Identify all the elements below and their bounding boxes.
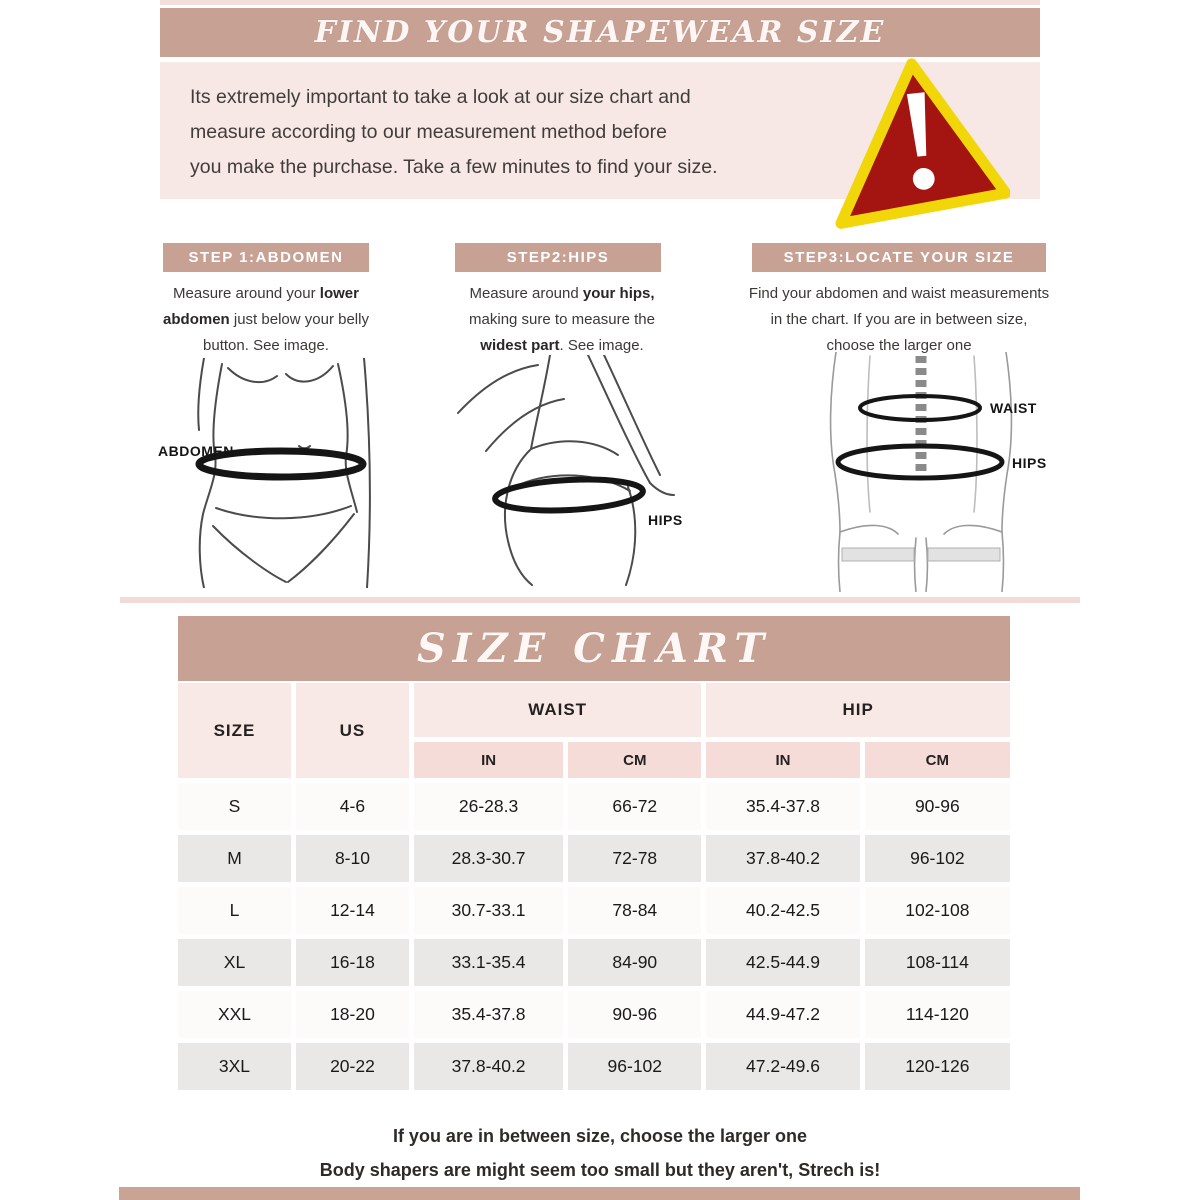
hips-label: HIPS — [1012, 455, 1047, 471]
measurement-cell: 35.4-37.8 — [414, 991, 563, 1038]
size-chart-table — [173, 678, 1015, 1095]
hips-band — [494, 476, 643, 514]
bottom-accent-bar — [119, 1187, 1080, 1200]
measurement-cell: 108-114 — [865, 939, 1010, 986]
unit-header-hip-in: IN — [706, 742, 859, 778]
intro-text-line: measure according to our measurement method before — [190, 121, 667, 143]
measurement-cell: 102-108 — [865, 887, 1010, 934]
section-divider — [120, 597, 1080, 603]
measurement-cell: 40.2-42.5 — [706, 887, 859, 934]
intro-text-line: Its extremely important to take a look at our size chart and — [190, 86, 691, 108]
size-chart-title: SIZE CHART — [416, 625, 772, 672]
measurement-cell: 12-14 — [296, 887, 409, 934]
step-2-description: Measure around your hips, making sure to measure the widest part. See image. — [469, 285, 655, 354]
abdomen-measurement-illustration — [158, 358, 428, 588]
abdomen-label: ABDOMEN — [158, 443, 234, 459]
measurement-cell: 72-78 — [568, 835, 701, 882]
measurement-cell: 8-10 — [296, 835, 409, 882]
table-row — [178, 991, 1010, 1038]
size-cell: M — [178, 835, 291, 882]
column-header-us: US — [296, 683, 409, 778]
hips-line-art — [458, 355, 674, 585]
waist-label: WAIST — [990, 400, 1037, 416]
step-1-title: STEP 1:ABDOMEN — [188, 249, 344, 266]
right-thigh-band — [928, 548, 1000, 561]
step-2-header — [455, 243, 661, 272]
step-3-title: STEP3:LOCATE YOUR SIZE — [783, 249, 1015, 266]
measurement-cell: 96-102 — [568, 1043, 701, 1090]
step-1-description: Measure around your lower abdomen just below your belly button. See image. — [163, 285, 369, 354]
hips-label: HIPS — [648, 512, 683, 528]
unit-header-waist-in: IN — [414, 742, 563, 778]
measurement-cell: 16-18 — [296, 939, 409, 986]
footer-note-sizing: If you are in between size, choose the larger one — [392, 1126, 808, 1146]
unit-header-hip-cm: CM — [865, 742, 1010, 778]
column-header-hip: HIP — [706, 683, 1010, 737]
size-chart-title-bar — [178, 616, 1010, 681]
measurement-cell: 90-96 — [568, 991, 701, 1038]
size-cell: 3XL — [178, 1043, 291, 1090]
measurement-cell: 4-6 — [296, 783, 409, 830]
size-table-head — [178, 683, 1010, 778]
unit-header-waist-cm: CM — [568, 742, 701, 778]
left-thigh-band — [842, 548, 914, 561]
measurement-cell: 78-84 — [568, 887, 701, 934]
intro-text-line: you make the purchase. Take a few minutes to find your size. — [190, 156, 718, 178]
hips-measurement-illustration — [452, 355, 722, 587]
step-2-title: STEP2:HIPS — [506, 249, 610, 266]
step-3-header — [752, 243, 1046, 272]
measurement-cell: 26-28.3 — [414, 783, 563, 830]
measurement-cell: 66-72 — [568, 783, 701, 830]
locate-size-illustration — [778, 352, 1068, 592]
group-header-row — [178, 683, 1010, 737]
table-row — [178, 887, 1010, 934]
size-cell: L — [178, 887, 291, 934]
measurement-cell: 37.8-40.2 — [414, 1043, 563, 1090]
footer-note-stretch: Body shapers are might seem too small but they aren't, Strech is! — [319, 1160, 881, 1180]
measurement-cell: 47.2-49.6 — [706, 1043, 859, 1090]
column-header-size: SIZE — [178, 683, 291, 778]
main-title-bar — [160, 8, 1040, 57]
size-table-body — [178, 783, 1010, 1090]
table-row — [178, 835, 1010, 882]
size-cell: S — [178, 783, 291, 830]
measurement-cell: 84-90 — [568, 939, 701, 986]
table-row — [178, 783, 1010, 830]
table-row — [178, 939, 1010, 986]
size-cell: XXL — [178, 991, 291, 1038]
measurement-cell: 120-126 — [865, 1043, 1010, 1090]
measurement-cell: 44.9-47.2 — [706, 991, 859, 1038]
measurement-cell: 114-120 — [865, 991, 1010, 1038]
measurement-cell: 42.5-44.9 — [706, 939, 859, 986]
warning-triangle-shape — [825, 55, 1007, 223]
measurement-cell: 33.1-35.4 — [414, 939, 563, 986]
step-3-description: Find your abdomen and waist measurements in the chart. If you are in between size, choose the larger one — [748, 285, 1050, 354]
step-1-header — [163, 243, 369, 272]
measurement-cell: 20-22 — [296, 1043, 409, 1090]
measurement-cell: 96-102 — [865, 835, 1010, 882]
page-title: FIND YOUR SHAPEWEAR SIZE — [314, 15, 886, 50]
top-accent-strip — [160, 0, 1040, 5]
measurement-cell: 35.4-37.8 — [706, 783, 859, 830]
table-row — [178, 1043, 1010, 1090]
measurement-cell: 18-20 — [296, 991, 409, 1038]
warning-triangle-icon — [820, 54, 1010, 232]
measurement-cell: 37.8-40.2 — [706, 835, 859, 882]
measurement-cell: 30.7-33.1 — [414, 887, 563, 934]
column-header-waist: WAIST — [414, 683, 701, 737]
measurement-cell: 28.3-30.7 — [414, 835, 563, 882]
measurement-cell: 90-96 — [865, 783, 1010, 830]
size-cell: XL — [178, 939, 291, 986]
